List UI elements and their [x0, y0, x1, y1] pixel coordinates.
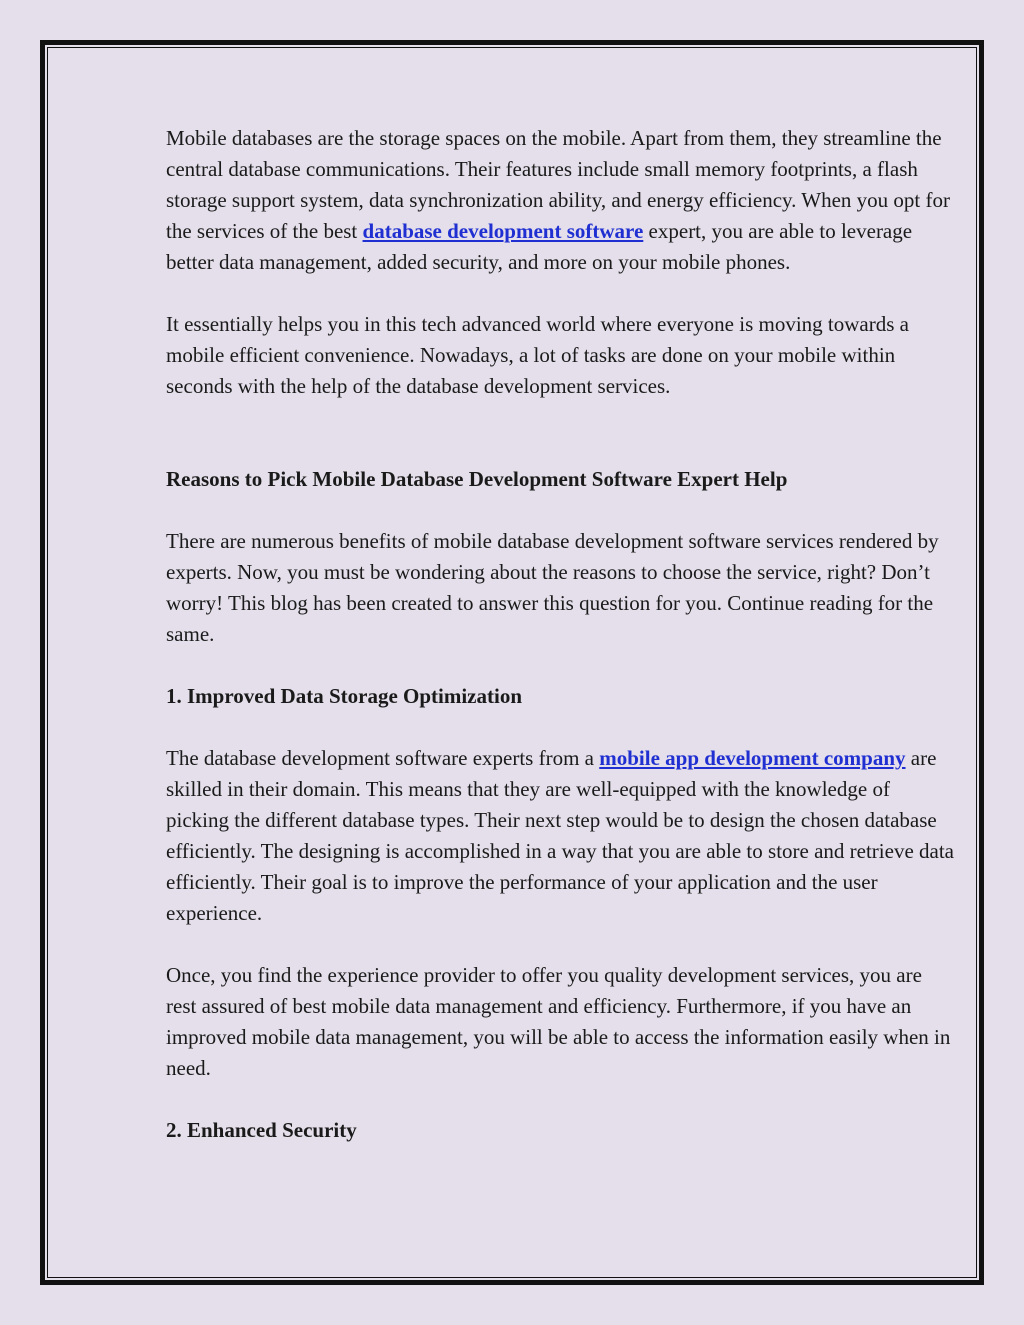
- paragraph-experts-text-start: The database development software experts from a: [166, 746, 600, 770]
- spacer: [166, 1084, 956, 1115]
- spacer: [166, 712, 956, 743]
- paragraph-tech-world: It essentially helps you in this tech advanced world where everyone is moving towards a mobile efficient convenience. Nowadays, a lot of tasks are done on your mobile within seconds with the help of the database development services.: [166, 312, 909, 398]
- link-database-development-software[interactable]: database development software: [362, 219, 644, 243]
- spacer: [166, 650, 956, 681]
- link-mobile-app-development-company[interactable]: mobile app development company: [599, 746, 906, 770]
- paragraph-experience-provider: Once, you find the experience provider to offer you quality development services, you are rest assured of best mobile data management and efficiency. Furthermore, if you have an improved mobile data management, you will be able to access the information easily when in need.: [166, 963, 951, 1080]
- paragraph-experts: [166, 743, 956, 929]
- spacer: [166, 278, 956, 309]
- spacer: [166, 402, 956, 464]
- paragraph-experts-text-end: are skilled in their domain. This means that they are well-equipped with the knowledge of picking the different database types. Their next step would be to design the chosen database efficiently. The designing is accomplished in a way that you are able to store and retrieve data efficiently. Their goal is to improve the performance of your application and the user experience.: [166, 746, 955, 925]
- paragraph-benefits: There are numerous benefits of mobile database development software services rendered by experts. Now, you must be wondering about the reasons to choose the service, right? Don’t worry! This blog has been created to answer this question for you. Continue reading for the same.: [166, 529, 939, 646]
- spacer: [166, 929, 956, 960]
- document-content: [166, 123, 956, 1146]
- spacer: [166, 495, 956, 526]
- heading-enhanced-security: 2. Enhanced Security: [166, 1118, 357, 1142]
- document-page: [40, 40, 984, 1285]
- heading-reasons: Reasons to Pick Mobile Database Development Software Expert Help: [166, 467, 788, 491]
- heading-improved-storage: 1. Improved Data Storage Optimization: [166, 684, 523, 708]
- paragraph-intro: [166, 123, 956, 278]
- paragraph-intro-text-start: Mobile databases are the storage spaces on the mobile. Apart from them, they streamline the central database communications. Their features include small memory footprints, a flash storage support system, data synchronization ability, and energy efficiency. When you opt for the services of the best: [166, 126, 950, 243]
- paragraph-intro-text-end: expert, you are able to leverage better data management, added security, and more on your mobile phones.: [166, 219, 913, 274]
